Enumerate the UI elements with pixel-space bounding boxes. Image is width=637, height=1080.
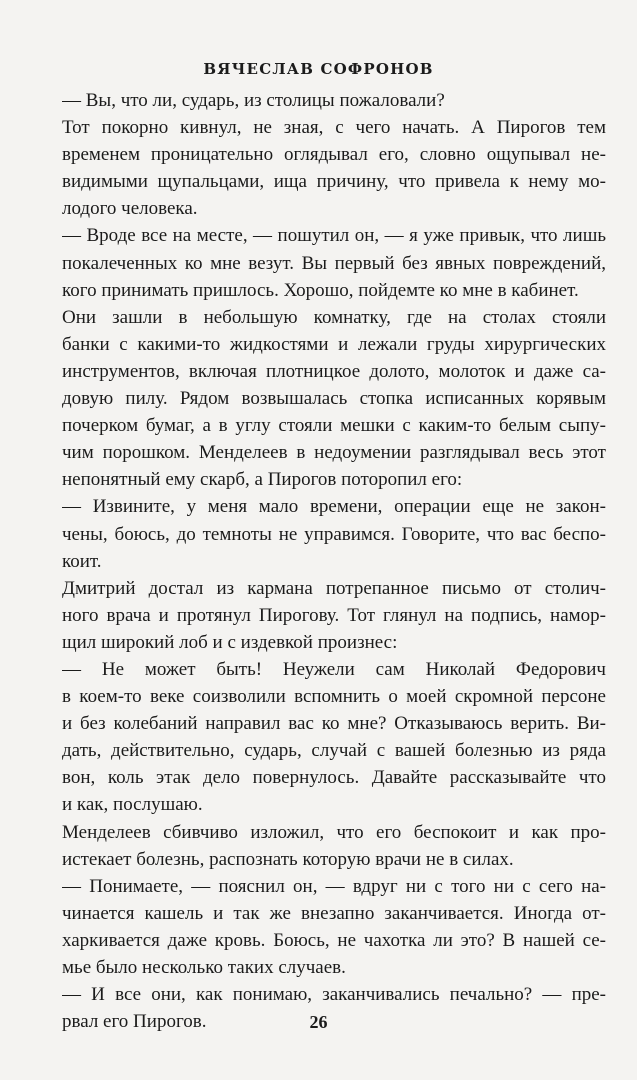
text-line: харкивается даже кровь. Боюсь, не чахотка ли это? В нашей се- (62, 929, 606, 951)
text-line: чим порошком. Менделеев в недоумении разглядывал весь этот (62, 442, 606, 464)
text-line: чинается кашель и так же внезапно заканчивается. Иногда от- (62, 902, 606, 924)
text-line: рвал его Пирогов. (62, 1011, 207, 1033)
running-head: ВЯЧЕСЛАВ СОФРОНОВ (203, 60, 434, 78)
text-line: коит. (62, 550, 102, 572)
text-line: — И все они, как понимаю, заканчивались печально? — пре- (62, 984, 606, 1006)
text-line: почерком бумаг, а в углу стояли мешки с каким-то белым сыпу- (62, 415, 606, 437)
text-line: видимыми щупальцами, ища причину, что привела к нему мо- (62, 171, 606, 193)
text-line: инструментов, включая плотницкое долото, молоток и даже са- (62, 360, 606, 382)
text-line: Тот покорно кивнул, не зная, с чего начать. А Пирогов тем (62, 117, 606, 139)
text-line: ного врача и протянул Пирогову. Тот глянул на подпись, намор- (62, 604, 606, 626)
text-line: — Вроде все на месте, — пошутил он, — я уже привык, что лишь (62, 225, 606, 247)
text-block (62, 87, 606, 1035)
body-text (62, 87, 606, 1035)
text-line: — Извините, у меня мало времени, операции еще не закон- (62, 496, 606, 518)
text-line: лодого человека. (62, 198, 198, 220)
text-line: покалеченных ко мне везут. Вы первый без явных повреждений, (62, 252, 606, 274)
text-line: и без колебаний направил вас ко мне? Отказываюсь верить. Ви- (62, 713, 606, 735)
text-line: чены, боюсь, до темноты не управимся. Говорите, что вас беспо- (62, 523, 606, 545)
text-line: Менделеев сбивчиво изложил, что его беспокоит и как про- (62, 821, 606, 843)
text-line: Они зашли в небольшую комнатку, где на столах стояли (62, 306, 606, 328)
text-line: в коем-то веке соизволили вспомнить о моей скромной персоне (62, 686, 606, 708)
text-line: Дмитрий достал из кармана потрепанное письмо от столич- (62, 577, 606, 599)
text-line: непонятный ему скарб, а Пирогов поторопил его: (62, 469, 463, 491)
text-line: и как, послушаю. (62, 794, 203, 816)
text-line: — Не может быть! Неужели сам Николай Федорович (62, 658, 606, 680)
text-line: довую пилу. Рядом возвышалась стопка исписанных корявым (62, 388, 606, 410)
text-line: кого принимать пришлось. Хорошо, пойдемте ко мне в кабинет. (62, 279, 579, 301)
text-line: мье было несколько таких случаев. (62, 957, 346, 978)
page-number: 26 (309, 1012, 328, 1032)
text-line: — Вы, что ли, сударь, из столицы пожаловали? (62, 90, 445, 111)
text-line: временем проницательно оглядывал его, словно ощупывал не- (62, 144, 606, 166)
text-line: дать, действительно, сударь, случай с вашей болезнью из ряда (62, 740, 606, 762)
text-line: истекает болезнь, распознать которую врачи не в силах. (62, 848, 514, 870)
text-line: банки с какими-то жидкостями и лежали груды хирургических (62, 333, 606, 355)
text-line: вон, коль этак дело повернулось. Давайте рассказывайте что (62, 767, 606, 789)
text-line: щил широкий лоб и с издевкой произнес: (62, 631, 398, 653)
text-line: — Понимаете, — пояснил он, — вдруг ни с того ни с сего на- (62, 875, 606, 897)
